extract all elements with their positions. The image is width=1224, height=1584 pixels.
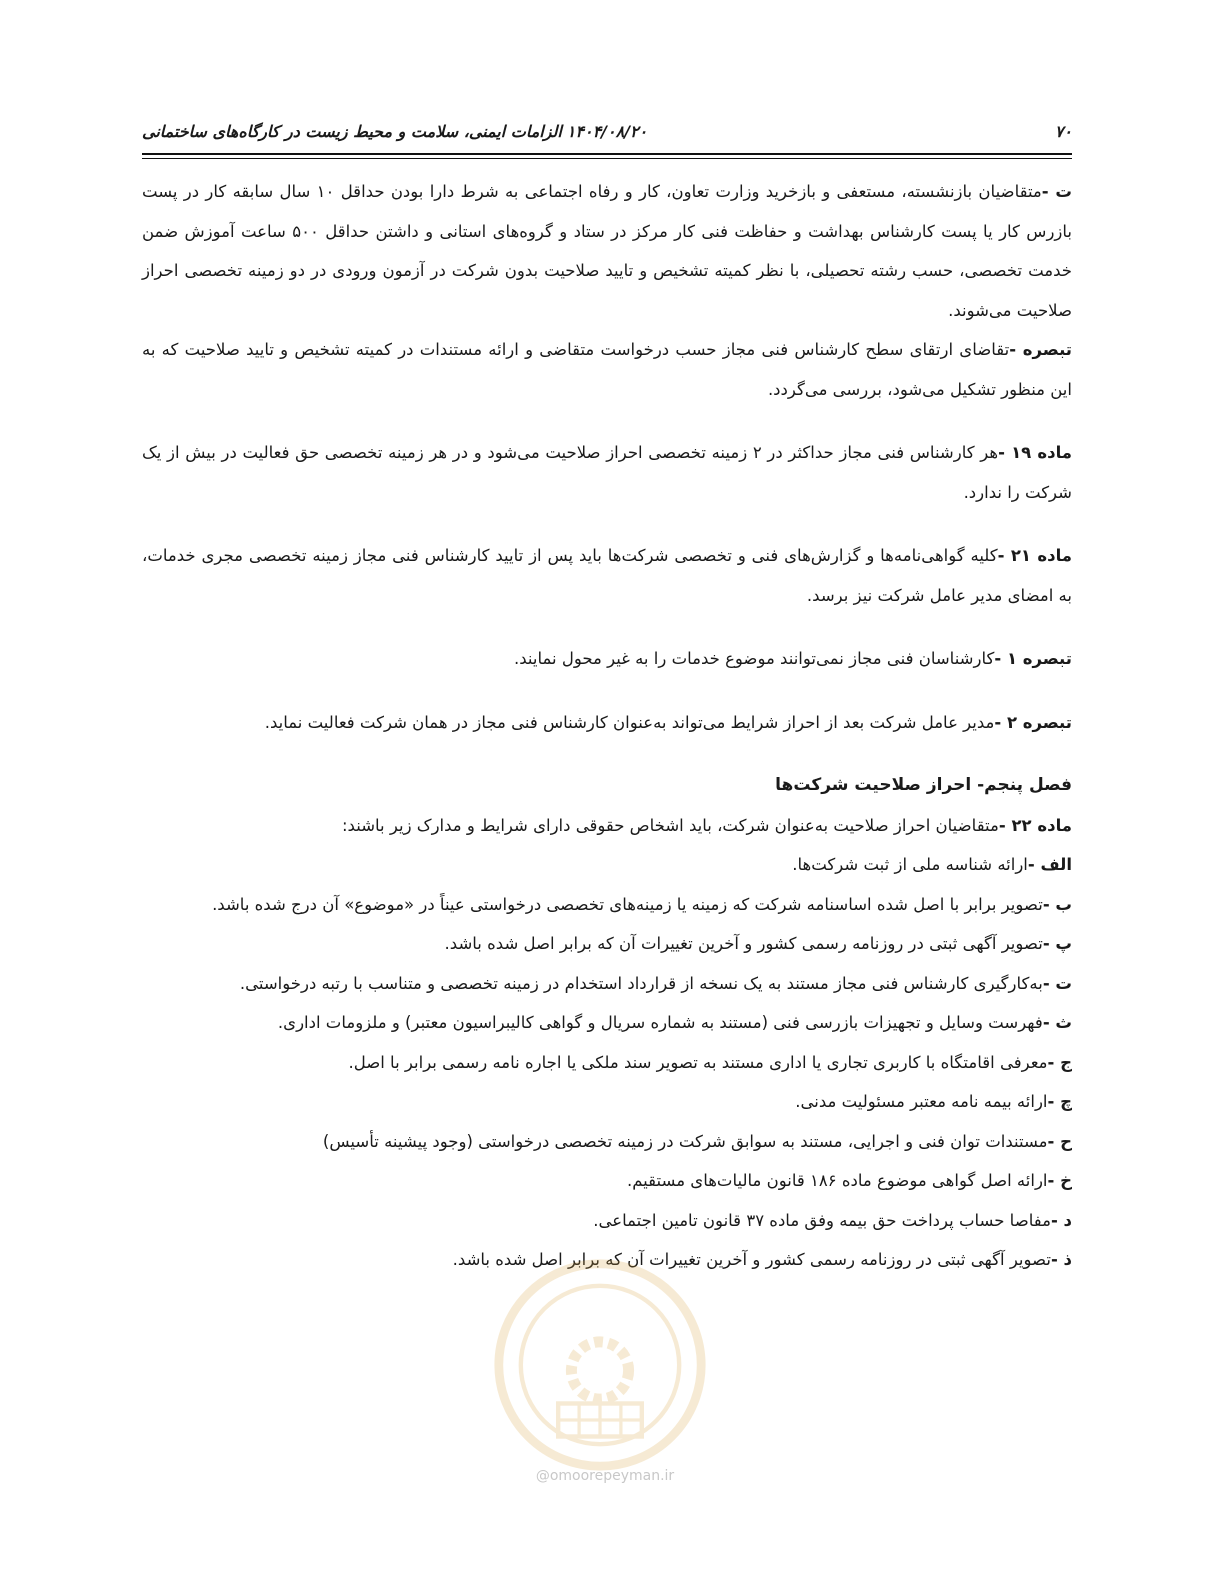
- watermark-site: @omoorepeyman.ir: [535, 1468, 675, 1484]
- header-rule-thin: [142, 158, 1072, 159]
- list-item: چ -ارائه بیمه نامه معتبر مسئولیت مدنی.: [795, 1092, 1072, 1111]
- note-2: تبصره ۲ -مدیر عامل شرکت بعد از احراز شرایط می‌تواند به‌عنوان کارشناس فنی مجاز در همان شرکت فعالیت نماید.: [264, 712, 1072, 732]
- spacer: [142, 409, 1072, 433]
- article-19: ماده ۱۹ -هر کارشناس فنی مجاز حداکثر در ۲ زمینه تخصصی احراز صلاحیت می‌شود و در هر زمینه تخصصی حق فعالیت در بیش از یک شرکت را ندارد.: [142, 443, 1073, 502]
- page-header: [142, 122, 1072, 152]
- page-number: ۷۰: [1054, 122, 1072, 141]
- chapter-title: فصل پنجم- احراز صلاحیت شرکت‌ها: [775, 775, 1072, 795]
- header-date: ۱۴۰۴/۰۸/۲۰: [566, 122, 648, 141]
- list-item: خ -ارائه اصل گواهی موضوع ماده ۱۸۶ قانون مالیات‌های مستقیم.: [626, 1171, 1072, 1190]
- spacer: [142, 742, 1072, 766]
- list-item: ث -فهرست وسایل و تجهیزات بازرسی فنی (مستند به شماره سریال و گواهی کالیبراسیون معتبر) و ملزومات اداری.: [277, 1013, 1072, 1032]
- article-22: ماده ۲۲ -متقاضیان احراز صلاحیت به‌عنوان شرکت، باید اشخاص حقوقی دارای شرایط و مدارک زیر باشند:: [342, 815, 1072, 835]
- paragraph-clause-te: ت -متقاضیان بازنشسته، مستعفی و بازخرید وزارت تعاون، کار و رفاه اجتماعی به شرط دارا بودن حداقل ۱۰ سال سابقه کار در پست بازرس کار یا پست کارشناس بهداشت و حفاظت فنی کار مرکز در ستاد و گروه‌های استانی و داشتن حداقل ۵۰۰ ساعت آموزش ضمن خدمت تخصصی، حسب رشته تحصیلی، با نظر کمیته تشخیص و تایید صلاحیت بدون شرکت در آزمون ورودی در دو زمینه تخصصی احراز صلاحیت می‌شوند.: [142, 182, 1073, 320]
- seal-logo-icon: [490, 1255, 710, 1475]
- list-item: ب -تصویر برابر با اصل شده اساسنامه شرکت که زمینه یا زمینه‌های تخصصی درخواستی عیناً در «موضوع» آن درج شده باشد.: [212, 894, 1072, 914]
- list-item: ج -معرفی اقامتگاه با کاربری تجاری یا اداری مستند به تصویر سند ملکی یا اجاره نامه رسمی برابر با اصل.: [348, 1052, 1072, 1072]
- list-item: ت -به‌کارگیری کارشناس فنی مجاز مستند به یک نسخه از قرارداد استخدام در زمینه تخصصی و متناسب با رتبه درخواستی.: [239, 973, 1072, 993]
- header-title: الزامات ایمنی، سلامت و محیط زیست در کارگاه‌های ساختمانی: [142, 122, 562, 141]
- page-body: [142, 172, 1072, 1280]
- header-rule-thick: [142, 153, 1072, 155]
- list-item: ذ -تصویر آگهی ثبتی در روزنامه رسمی کشور و آخرین تغییرات آن که برابر اصل شده باشد.: [452, 1250, 1072, 1269]
- spacer: [142, 615, 1072, 639]
- spacer: [142, 679, 1072, 703]
- spacer: [142, 512, 1072, 536]
- note-1: تبصره ۱ -کارشناسان فنی مجاز نمی‌توانند موضوع خدمات را به غیر محول نمایند.: [514, 649, 1072, 668]
- paragraph-note: تبصره -تقاضای ارتقای سطح کارشناس فنی مجاز حسب درخواست متقاضی و ارائه مستندات در کمیته تشخیص و تایید صلاحیت که به این منظور تشکیل می‌شود، بررسی می‌گردد.: [142, 340, 1072, 399]
- list-item: ح -مستندات توان فنی و اجرایی، مستند به سوابق شرکت در زمینه تخصصی درخواستی (وجود پیشینه تأسیس): [322, 1131, 1072, 1151]
- list-item: پ -تصویر آگهی ثبتی در روزنامه رسمی کشور و آخرین تغییرات آن که برابر اصل شده باشد.: [444, 934, 1072, 953]
- list-item: د -مفاصا حساب پرداخت حق بیمه وفق ماده ۳۷ قانون تامین اجتماعی.: [593, 1210, 1072, 1230]
- article-21: ماده ۲۱ -کلیه گواهی‌نامه‌ها و گزارش‌های فنی و تخصصی شرکت‌ها باید پس از تایید کارشناس فنی مجاز زمینه تخصصی مجری خدمات، به امضای مدیر عامل شرکت نیز برسد.: [142, 546, 1073, 605]
- list-item: الف -ارائه شناسه ملی از ثبت شرکت‌ها.: [792, 855, 1072, 874]
